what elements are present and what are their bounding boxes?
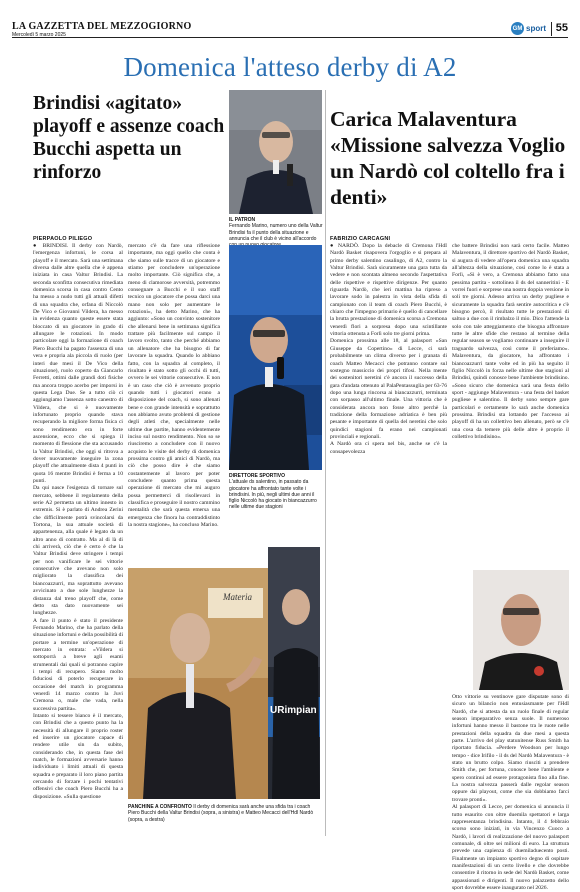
- paragraph: che battere Brindisi non sarà certo facile. Matteo Malaventura, il direttore sportivo del Nardò Basket, si augura di vedere all'opera domenica una squadra all'altezza della situazione, così come lo è stata a Forlì, «Si è vero, a Cremona abbiamo fatto una pessima partita - sottolinea il ds del sanneritini - E vorrei fuori e sorprese una nostra doppia versione in soli tre giorni. Adesso arriva un derby pugliese e sicuramente la squadra farà sentire autocritica e c'è bisogno percò, il risultato tutte le prestazioni di saltuo a due con il rimbalzo il mio. Dico l'attende la solo con tale atteggiamento che bisogna affrontare tutte le altre sfide che restano al termine della regular season se vogliamo continuare a inseguire il traguardo salvezza, così come il preferiamo». Malaventura, da giocatore, ha affrontato i biancoazzurri tante volte ed in più ha seguito il figlio Niccolò in forza nelle ultime due stagioni al Brindisi, quindi conosce bene l'ambiente brindisino. «Sono sicuro che domenica sarà una festa dello sport - aggiunge Malaventura - una festa del basket pugliese e salentino. Il derby sono sempre gare particolari e certamente lo sarà anche domenica prossima. Brindisi sta lottando per l'accesso ai playoff di ha un collettivo ben allenato, però se c'è una cosa da temere più delle altre è proprio il collettivo brindisino».: [452, 243, 569, 440]
- left-byline: PIERPAOLO PILIEGO: [33, 236, 93, 242]
- section-label: sport: [526, 24, 546, 33]
- right-article-column-2: [452, 243, 569, 565]
- paragraph: A Nardò ora ci spera nel bis, anche se c'è la consapevolezza: [330, 441, 447, 455]
- gm-logo-icon: GM: [511, 22, 524, 35]
- bench-caption: [128, 804, 320, 823]
- page-number: 55: [551, 22, 568, 36]
- right-byline: FABRIZIO CARCAGNI: [330, 236, 391, 242]
- caption-title: DIRETTORE SPORTIVO: [229, 473, 286, 479]
- paragraph: Otto vittorie su ventinove gare disputate sono di sicuro un bilancio non entusiasmante per l'HdI Nardò, che si attesta da un ruolo finale di regular season impeparativo senza suole. Il numeroso infortuni hanno messo il bastone tra le ruote nelle prestazioni della squadra da due mesi a questa parte. L'arrivo del play statunitense Russ Smith ha riportato fiducia. «Perdere Woodson per lungo tempo - dice Irifilo - il ds del Nardò Malaventura - è stato un brutto colpo. Siamo riusciti a prendere Smith che, per fortuna, conosce bene l'ambiente e spero continui ad essere protagonista fino alla fine. La nostra salvezza passerà dalle regolar season oppure dai playout, come che sia dobbiamo farci trovare pronti».: [452, 694, 569, 803]
- right-article-headline: Carica Malaventura «Missione salvezza Voglio un Nardò col coltello fra i denti»: [330, 107, 566, 209]
- section-badge: [511, 22, 546, 35]
- mecacci-photo: [268, 547, 320, 799]
- caption-text: Fernando Marino, numero uno della Valtur Brindisi fa il punto della situazione e annuncia che il club è vicino all'accordo: [229, 223, 323, 242]
- left-article-headline: Brindisi «agitato» playoff e assenze coach Bucchi aspetta un rinforzo: [33, 93, 225, 183]
- paragraph: Da qui nasce l'esigenza di tornare sul mercato, sebbene il regolamento della serie A2 permetta un ultimo innesto in extremis. Si è parlato di Andrea Zerini che difficilmente potrà svincolarsi da Tortona, la sua attuale società di appartenenza, alla quale è legato da un altro anno di contratto. Ma al di là di chi arriverà, ciò che è certo è che la Valtur Brindisi deve stringere i tempi per non vanificare le sei vittorie consecutive che avevano non solo migliorato la classifica dei biancoazzurri, ma soprattutto avevano avvicinato a due sole lunghezze la distanza dal treno playoff che, come detto sta dato nuovamente sei lunghezze.: [33, 485, 123, 617]
- masthead: [12, 22, 568, 38]
- paper-name: LA GAZZETTA DEL MEZZOGIORNO: [12, 21, 192, 32]
- mecacci-portrait-icon: [268, 547, 320, 799]
- paragraph: ● BRINDISI. Il derby con Nardò, l'emergenza infortuni, le corsa al playoff e il mercato. Sarà una settimana diversa dalle altre quella che è appena iniziata in casa Valtur Brindisi. La seconda sconfitta consecutiva rimediata domenica scorsa in casa contro Cento ha messo a nudo tutti gli attuali difetti di una squadra che, orfana di Niccolò De Vico e Giovanni Vildera, ha messo in evidenza quanto queste essere stata bloccato di un giocatore in grado di allungare le rotazioni. In modo particolare oggi la formazione di coach Piero Bucchi ha pagato l'assenza di una vera e propria ala piccola di ruolo (per interi due mesi il De Vico della situazione), ruolo coperto da Giancarlo Ferretti, ottimi dalle grandi doti fisiche ma ancora troppo acerbo per imporsi in questa Lega Due. Se a tutto ciò ci aggiungiamo l'assenza sotto canestro di Vildera, che si è nuovamente infortunato proprio quando stava recuperando la migliore forma fisica ci sono rendimento era in forte ascensione, ecco che si spiega il momento di flessione che sta accusando la Valtur Brindisi, che oggi si ritrova a dover nuovamente inseguire la zona playoff che attualmente dista 4 punti in quota 16 mentre Brindisi è ferma a 10 punti.: [33, 243, 123, 484]
- director-caption: [229, 473, 324, 511]
- patron-caption: [229, 217, 324, 248]
- main-headline: Domenica l'atteso derby di A2: [123, 52, 457, 82]
- caption-text: Il derby di domenica sarà anche una sfida tra i coach Piero Bucchi della Valtur Brindisi (sopra, a sinistra) e Matteo Mecacci dell'Hdl Nardò (sopra, a destra): [128, 804, 314, 823]
- patron-photo: [229, 90, 322, 214]
- patron-portrait-icon: [229, 90, 322, 214]
- paragraph: A fare il punto è stato il presidente Fernando Marino, che ha parlato della situazione infortuni e della possibilità di portare a termine un'operazione di mercato in entrata: «Vildera si sottoporrà a breve agli esami strumentali dai quali si potranno capire i tempi di recupero. Siamo molto fiduciosi di poterlo recuperare in occasione del match in programma venerdì 14 marzo contro la Juvi Cremona o, male che vada, nella successiva partita».: [33, 617, 123, 712]
- paragraph: mercato c'è da fare una riflessione importante, ma oggi quello che conta è che siamo sulle tracce di un giocatore e stiamo per concludere un'operazione molto importante. Ciò significa che, a meno di clamorose avversità, potremmo consegnare a Bucchi e il suo staff tecnico un giocatore che possa darci una mano non solo per aumentare le rotazioni», ha detto Marino, che ha aggiunto: «Sono un convinto sostenitore che allenarsi bene in settimana significa trattare più facilmente sul campo il lavoro svolto, tanto che perché abbiamo un allenatore che ha bisogno di far lavorare la squadra. Quando lo abbiano fatto, con la squadra al completo, il risultato è stato sotto gli occhi di tutti, ovvero le sei vittorie consecutive. E non è un caso che ciò è avvenuto proprio quando tutti i giocatori erano a disposizione del coach, si sono allenati bene e con grande intensità e soprattutto non abbiamo avuto problemi di gestione degli atleti che, specialmente nelle ultime due partite, hanno evidentemente inciso sul nostro rendimento. Non so se riusciremo a concludere con il nuovo acquisto le visite del derby di domenica prossima contro gli amici di Nardò, ma ciò che posso dire è che siamo costantemente al lavoro per poter concludere quanto prima questa operazione di mercato che mi auguro possa permetterci di risollevarci in classifica e proseguire il nostro cammino mentalità che sarà questa emersa una emergenza che finora ha contraddistinto la nostra stagione», ha concluso Marino.: [128, 243, 220, 529]
- caption-title: IL PATRON: [229, 217, 256, 223]
- arena-sign: Materia: [223, 592, 252, 602]
- director-portrait-icon: [229, 245, 322, 470]
- paragraph: Al palasport di Lecce, per domenica si annuncia il tutto esaurito con oltre duemila spettatori e larga rappresentanza brindisina. Intanto, il 4 febbraio scorso sono iniziati, in via Vincenzo Cuoco a Nardò, i lavori di realizzazione del nuovo palasport comunale, di oltre sei milioni di euro. La struttura prevede una capienza di duemiladuecento posti. Finalmente un impianto sportivo degno di ospitare manifestazioni di un certo livello e che dovrebbe consentire il ritorno in sede del Nardò Basket, come appassionati e dirigenti. Il nuovo palazzetto dello sport dovrebbe essere inaugurato nel 2026.: [452, 804, 569, 891]
- sponsor-banner: URimpian: [270, 705, 317, 716]
- caption-text: L'attuale ds salentino, in passato da giocatore ha affrontato tante volte i brindisini. In più, negli ultimi due anni il figlio Niccolò ha giocato in biancazzurro nelle ultime due stagioni: [229, 479, 317, 511]
- issue-date: Mercoledì 5 marzo 2025: [12, 32, 66, 38]
- bucchi-portrait-icon: [128, 568, 268, 799]
- right-article-column-2-tail: [452, 694, 569, 891]
- right-article-column-2-wrap: [452, 565, 471, 695]
- right-article-column-1: [330, 243, 447, 836]
- left-article-column-2: [128, 243, 220, 563]
- right-portrait-icon: [473, 570, 569, 690]
- paragraph: Domenica prossima alle 18, al palasport «San Giuseppe da Copertino» di Lecce, ci sarà probabilmente un clima diverso per i granata di coach Matteo Mecacci che potranno contare sul sostegno massiccio dei propri tifosi. Nella mente dei sostenitori neretini c'è ancora il successo della gara d'andata ottenuto al PalaPentassuglia per 63-76 dopo una lunga rincorsa ai biancazzurri, terminata con sorpasso all'ultimo finale. Una vittoria che è considerata ancora non fosse altro perchè la tradizione della formazione adriatica è ben più pesante e importante di quella del neretini che solo quindici stagioni fa erano nei campionati provinciali e regionali.: [330, 338, 447, 440]
- paragraph: ● NARDÒ. Dopo la debacle di Cremona l'HdI Nardò Basket risapovera l'orgoglio e si prepara al primo derby salentino casalingo, di A2, contro la Valtur Brindisi. Sarà sicuramente una gara tutta da vedere e non scontata almeno secondo l'aspettativa delle rispettive e rispettive dirigenze. Per quanto riguarda Nardò, che ieri mattina ha ripreso a lavorare sodo in palestra in vista della sfida di campionato con il team di coach Piero Bucchi, è chiaro che l'impegno primario è quello di cancellare la brutta prestazione di domenica scorsa a Cremona venerdì flori a sorpresa dopo una scintillante vittoria ottenuta a Forlì solo tre giorni prima.: [330, 243, 447, 338]
- left-article-column-1: [33, 243, 123, 836]
- director-photo: [229, 245, 322, 470]
- paragraph: Intanto si tessere bianco è il mercato, con Brindisi che a questo punto ha la necessità di allungare il proprio roster ed inserire un giocatore capace di rendere utile sin da subito, considerando che, in questa fase del match, le formazioni avversarie hanno individuato i limiti attuali di questa squadra e preparato il loro piano partita cercando di forzare i pochi tentativi offensivi che coach Piero Bucchi ha a disposizione. «Sulla questione: [33, 713, 123, 800]
- bucchi-photo: [128, 568, 268, 799]
- column-divider: [325, 90, 326, 836]
- right-article-photo: [473, 570, 569, 690]
- caption-title: PANCHINE A CONFRONTO: [128, 804, 192, 810]
